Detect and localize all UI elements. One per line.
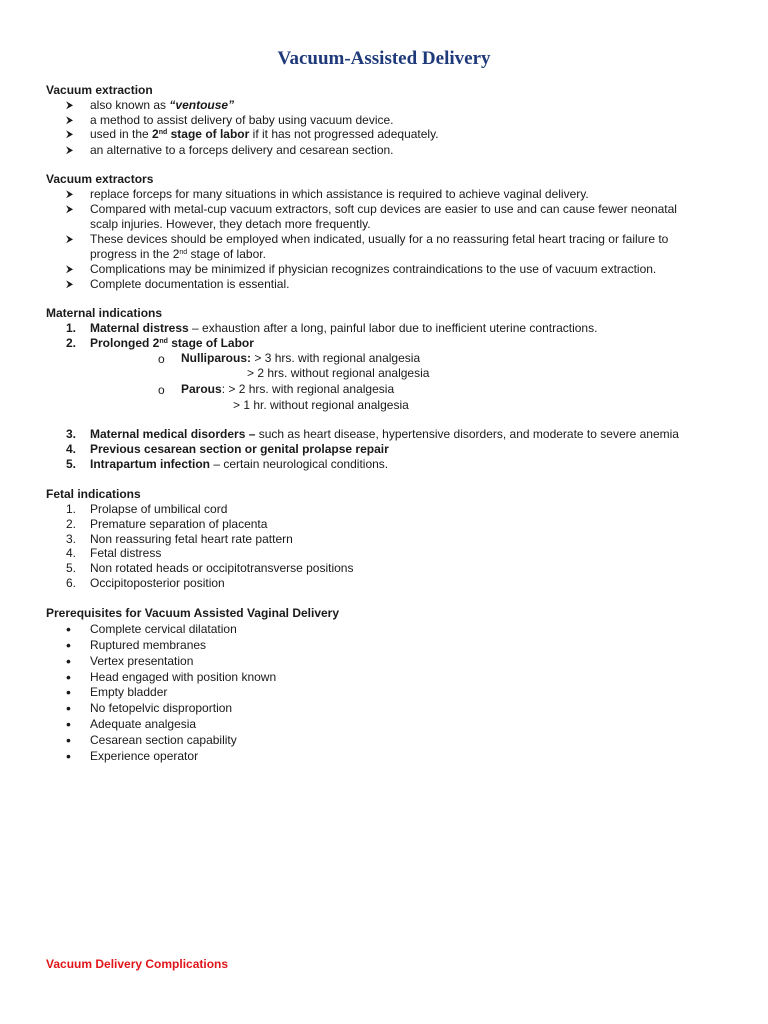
nulliparous-line2: > 2 hrs. without regional analgesia bbox=[247, 366, 430, 380]
intrapartum-infection-item: Intrapartum infection – certain neurological conditions. bbox=[90, 457, 389, 471]
list-number: 2. bbox=[66, 336, 77, 350]
arrow-bullet-icon: ⮞ bbox=[66, 129, 74, 140]
prerequisite-item: Complete cervical dilatation bbox=[90, 622, 237, 636]
bullet-method: a method to assist delivery of baby using vacuum device. bbox=[90, 113, 394, 127]
arrow-bullet-icon: ⮞ bbox=[66, 100, 74, 111]
fetal-item: Non reassuring fetal heart rate pattern bbox=[90, 532, 293, 546]
prerequisite-item: Vertex presentation bbox=[90, 654, 194, 668]
fetal-item: Prolapse of umbilical cord bbox=[90, 502, 228, 516]
arrow-bullet-icon: ⮞ bbox=[66, 264, 74, 275]
fetal-item: Fetal distress bbox=[90, 546, 162, 560]
maternal-medical-item: Maternal medical disorders – such as heart disease, hypertensive disorders, and moderate to severe anemia bbox=[90, 427, 679, 441]
bullet-soft-cup-line2: scalp injuries. However, they detach more frequently. bbox=[90, 217, 371, 231]
arrow-bullet-icon: ⮞ bbox=[66, 234, 74, 245]
fetal-item: Occipitoposterior position bbox=[90, 576, 225, 590]
arrow-bullet-icon: ⮞ bbox=[66, 189, 74, 200]
arrow-bullet-icon: ⮞ bbox=[66, 145, 74, 156]
list-number: 1. bbox=[66, 321, 77, 335]
page-title: Vacuum-Assisted Delivery bbox=[277, 48, 491, 69]
heading-prerequisites: Prerequisites for Vacuum Assisted Vaginal Delivery bbox=[46, 606, 340, 620]
list-number: 1. bbox=[66, 502, 77, 516]
heading-fetal-indications: Fetal indications bbox=[46, 487, 141, 501]
bullet-dot-icon: • bbox=[66, 637, 71, 653]
bullet-dot-icon: • bbox=[66, 669, 71, 685]
bullet-replace-forceps: replace forceps for many situations in which assistance is required to achieve vaginal delivery. bbox=[90, 187, 589, 201]
prerequisite-item: No fetopelvic disproportion bbox=[90, 701, 233, 715]
list-number: 3. bbox=[66, 532, 77, 546]
bullet-soft-cup-line1: Compared with metal-cup vacuum extractors, soft cup devices are easier to use and can cause fewer neonatal bbox=[90, 202, 677, 216]
list-number: 5. bbox=[66, 457, 77, 471]
sub-bullet-marker: o bbox=[158, 352, 165, 366]
prerequisite-item: Ruptured membranes bbox=[90, 638, 207, 652]
parous-line1: Parous: > 2 hrs. with regional analgesia bbox=[181, 382, 395, 396]
previous-cesarean-item: Previous cesarean section or genital prolapse repair bbox=[90, 442, 389, 456]
heading-maternal-indications: Maternal indications bbox=[46, 306, 163, 320]
bullet-dot-icon: • bbox=[66, 621, 71, 637]
prerequisite-item: Head engaged with position known bbox=[90, 670, 277, 684]
prerequisite-item: Empty bladder bbox=[90, 685, 168, 699]
list-number: 3. bbox=[66, 427, 77, 441]
list-number: 4. bbox=[66, 546, 77, 560]
bullet-dot-icon: • bbox=[66, 700, 71, 716]
sub-bullet-marker: o bbox=[158, 383, 165, 397]
arrow-bullet-icon: ⮞ bbox=[66, 204, 74, 215]
parous-line2: > 1 hr. without regional analgesia bbox=[233, 398, 409, 412]
bullet-second-stage: used in the 2nd stage of labor if it has not progressed adequately. bbox=[90, 127, 439, 141]
prerequisite-item: Adequate analgesia bbox=[90, 717, 197, 731]
heading-complications: Vacuum Delivery Complications bbox=[46, 957, 229, 971]
bullet-dot-icon: • bbox=[66, 684, 71, 700]
list-number: 2. bbox=[66, 517, 77, 531]
arrow-bullet-icon: ⮞ bbox=[66, 279, 74, 290]
bullet-complications: Complications may be minimized if physician recognizes contraindications to the use of vacuum extraction. bbox=[90, 262, 657, 276]
prerequisite-item: Experience operator bbox=[90, 749, 199, 763]
bullet-dot-icon: • bbox=[66, 748, 71, 764]
arrow-bullet-icon: ⮞ bbox=[66, 115, 74, 126]
bullet-devices-line2: progress in the 2nd stage of labor. bbox=[90, 247, 266, 261]
heading-vacuum-extraction: Vacuum extraction bbox=[46, 83, 153, 97]
bullet-dot-icon: • bbox=[66, 716, 71, 732]
list-number: 6. bbox=[66, 576, 77, 590]
fetal-item: Non rotated heads or occipitotransverse positions bbox=[90, 561, 354, 575]
bullet-dot-icon: • bbox=[66, 732, 71, 748]
bullet-alternative: an alternative to a forceps delivery and cesarean section. bbox=[90, 143, 394, 157]
fetal-item: Premature separation of placenta bbox=[90, 517, 268, 531]
prerequisite-item: Cesarean section capability bbox=[90, 733, 237, 747]
bullet-devices-line1: These devices should be employed when indicated, usually for a no reassuring fetal heart tracing or failure to bbox=[90, 232, 669, 246]
bullet-documentation: Complete documentation is essential. bbox=[90, 277, 290, 291]
list-number: 4. bbox=[66, 442, 77, 456]
maternal-distress-item: Maternal distress – exhaustion after a long, painful labor due to inefficient uterine contractions. bbox=[90, 321, 598, 335]
bullet-dot-icon: • bbox=[66, 653, 71, 669]
nulliparous-line1: Nulliparous: > 3 hrs. with regional analgesia bbox=[181, 351, 421, 365]
bullet-ventouse: also known as “ventouse” bbox=[90, 98, 235, 112]
list-number: 5. bbox=[66, 561, 77, 575]
heading-vacuum-extractors: Vacuum extractors bbox=[46, 172, 154, 186]
prolonged-labor-item: Prolonged 2nd stage of Labor bbox=[90, 336, 254, 350]
